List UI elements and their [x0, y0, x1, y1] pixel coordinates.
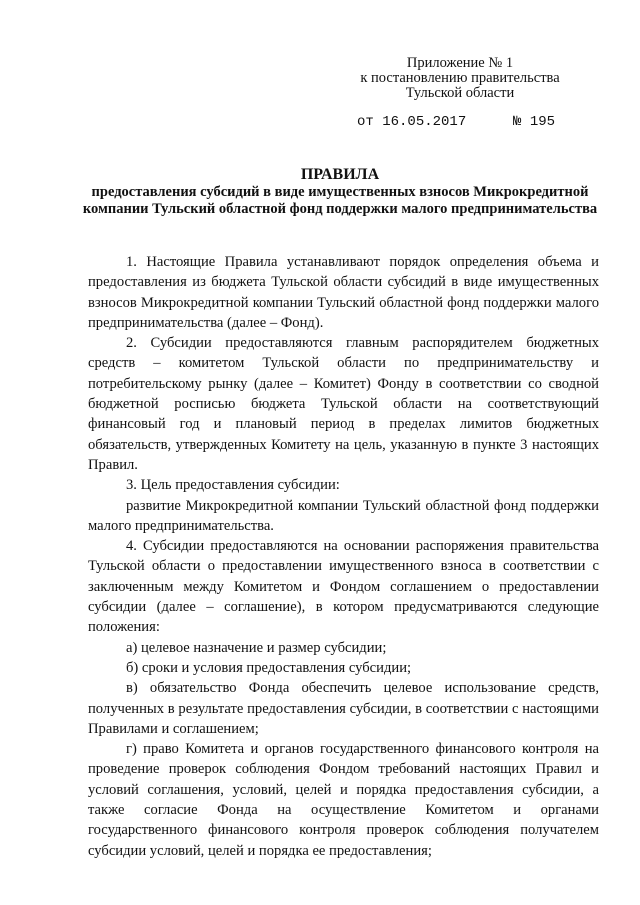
date-prefix: от [357, 114, 374, 130]
resolution-number [513, 114, 555, 130]
paragraph-4d: г) право Комитета и органов государственного финансового контроля на проведение проверок соблюдения Фондом требований настоящих Правил и условий соглашения, условий, целей и порядка предоставления субсидии, а также согласие Фонда на осуществление Комитетом и органами государственного финансового контроля проверок соблюдения получателем субсидии условий, целей и порядка ее предоставления; [88, 741, 599, 859]
document-title: ПРАВИЛА [300, 166, 380, 183]
document-subtitle: предоставления субсидий в виде имущественных взносов Микрокредитной компании Тульский областной фонд поддержки малого предпринимательства [82, 184, 598, 217]
appendix-reference: к постановлению правительства [360, 70, 560, 86]
paragraph-1: 1. Настоящие Правила устанавливают порядок определения объема и предоставления из бюджета Тульской области субсидий в виде имущественных взносов Микрокредитной компании Тульский областной фонд поддержки малого предпринимательства (далее – Фонд). [88, 254, 599, 331]
document-heading [80, 165, 600, 218]
paragraph-4c: в) обязательство Фонда обеспечить целевое использование средств, полученных в результате предоставления субсидии, в соответствии с настоящими Правилами и соглашением; [88, 680, 599, 737]
paragraph-3-goal: развитие Микрокредитной компании Тульский областной фонд поддержки малого предпринимательства. [88, 497, 599, 534]
number-prefix: № [513, 114, 522, 130]
resolution-date [357, 114, 466, 130]
appendix-region: Тульской области [405, 85, 515, 101]
paragraph-2: 2. Субсидии предоставляются главным распорядителем бюджетных средств – комитетом Тульской области по предпринимательству и потребительскому рынку (далее – Комитет) Фонду в соответствии со сводной бюджетной росписью бюджета Тульской области на соответствующий финансовый год и плановый период в пределах лимитов бюджетных обязательств, утвержденных Комитету на цель, указанную в пункте 3 настоящих Правил. [88, 335, 599, 473]
paragraph-4: 4. Субсидии предоставляются на основании распоряжения правительства Тульской области о предоставлении имущественного взноса в соответствии с заключенным между Комитетом и Фондом соглашением о предоставлении субсидии (далее – соглашение), в котором предусматриваются следующие положения: [88, 538, 599, 636]
date-value: 16.05.2017 [382, 114, 467, 130]
document-body [88, 252, 599, 861]
paragraph-3: 3. Цель предоставления субсидии: [126, 477, 340, 494]
paragraph-4a: а) целевое назначение и размер субсидии; [126, 639, 387, 656]
number-value: 195 [529, 114, 556, 130]
appendix-block [330, 56, 590, 101]
paragraph-4b: б) сроки и условия предоставления субсидии; [126, 659, 412, 676]
appendix-number: Приложение № 1 [406, 55, 514, 71]
